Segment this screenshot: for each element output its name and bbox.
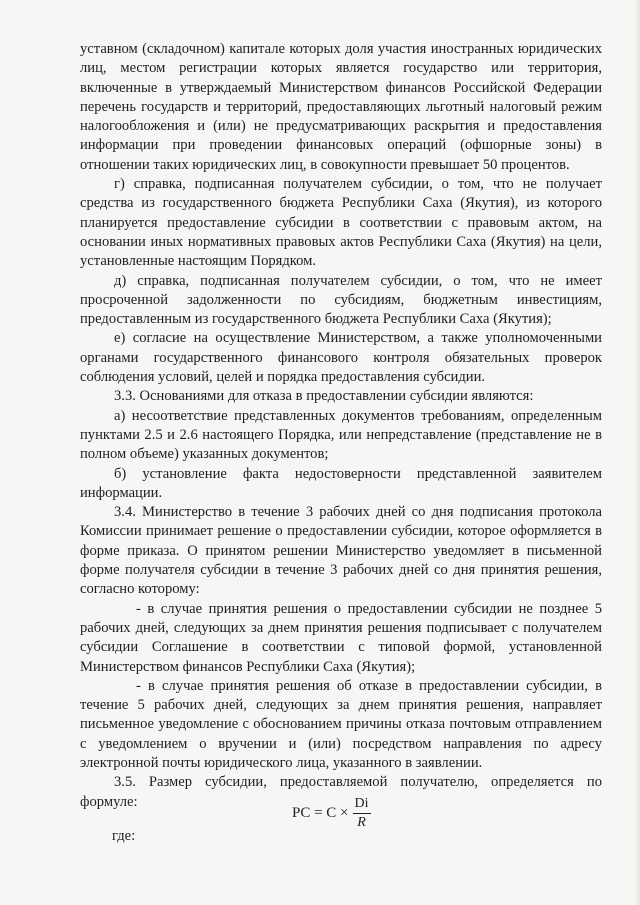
- paragraph-3-5: 3.5. Размер субсидии, предоставляемой получателю, определяется по формуле:: [80, 774, 602, 810]
- paragraph-item-g: г) справка, подписанная получателем субсидии, о том, что не получает средства из государственного бюджета Республики Саха (Якутия), из которого планируется предоставление субсидии в соответствии с правовым актом, на основании иных нормативных правовых актов Республики Саха (Якутия) на цели, установленные настоящим Порядком.: [80, 176, 602, 270]
- paragraph-item-a: а) несоответствие представленных документов требованиям, определенным пунктами 2.5 и 2.6 настоящего Порядка, или непредставление (представление не в полном объеме) указанных документов;: [80, 407, 602, 463]
- paragraph-item-d: д) справка, подписанная получателем субсидии, о том, что не имеет просроченной задолженности по субсидиям, бюджетным инвестициям, предоставленным из государственного бюджета Республики Саха (Якутия);: [80, 272, 602, 328]
- paragraph-3-4: 3.4. Министерство в течение 3 рабочих дней со дня подписания протокола Комиссии принимает решение о предоставлении субсидии, которое оформляется в форме приказа. О принятом решении Министерство уведомляет в письменной форме получателя субсидии в течение 3 рабочих дней со дня принятия решения, согласно которому:: [80, 504, 602, 598]
- document-body: [80, 40, 602, 812]
- formula-lhs: PC = C ×: [292, 805, 349, 821]
- paragraph-item-e: е) согласие на осуществление Министерством, а также уполномоченными органами государственного финансового контроля обязательных проверок соблюдения условий, целей и порядка предоставления субсидии.: [80, 330, 602, 386]
- subsidy-formula: [292, 796, 371, 831]
- paragraph-dash-refuse: - в случае принятия решения об отказе в предоставлении субсидии, в течение 5 рабочих дней, следующих за днем принятия решения, направляет письменное уведомление с обоснованием причины отказа почтовым отправлением с уведомлением о вручении и (или) посредством направления по адресу электронной почты юридического лица, указанного в заявлении.: [80, 677, 602, 771]
- where-label: где:: [112, 828, 136, 844]
- scan-edge-shadow: [634, 0, 640, 905]
- formula-numerator: Di: [353, 796, 371, 814]
- formula-fraction: [353, 796, 371, 831]
- paragraph-item-b: б) установление факта недостоверности представленной заявителем информации.: [80, 465, 602, 501]
- paragraph-foreign-share: уставном (складочном) капитале которых доля участия иностранных юридических лиц, местом регистрации которых является государство или территория, включенные в утверждаемый Министерством финансов Российской Федерации перечень государств и территорий, предоставляющих льготный налоговый режим налогообложения и (или) не предусматривающих раскрытия и предоставления информации при проведении финансовых операций (офшорные зоны) в отношении таких юридических лиц, в совокупности превышает 50 процентов.: [80, 41, 602, 173]
- formula-denominator: R: [357, 815, 366, 830]
- paragraph-3-3: 3.3. Основаниями для отказа в предоставлении субсидии являются:: [114, 388, 534, 405]
- paragraph-dash-approve: - в случае принятия решения о предоставлении субсидии не позднее 5 рабочих дней, следующих за днем принятия решения подписывает с получателем субсидии Соглашение в соответствии с типовой формой, установленной Министерством финансов Республики Саха (Якутия);: [80, 600, 602, 675]
